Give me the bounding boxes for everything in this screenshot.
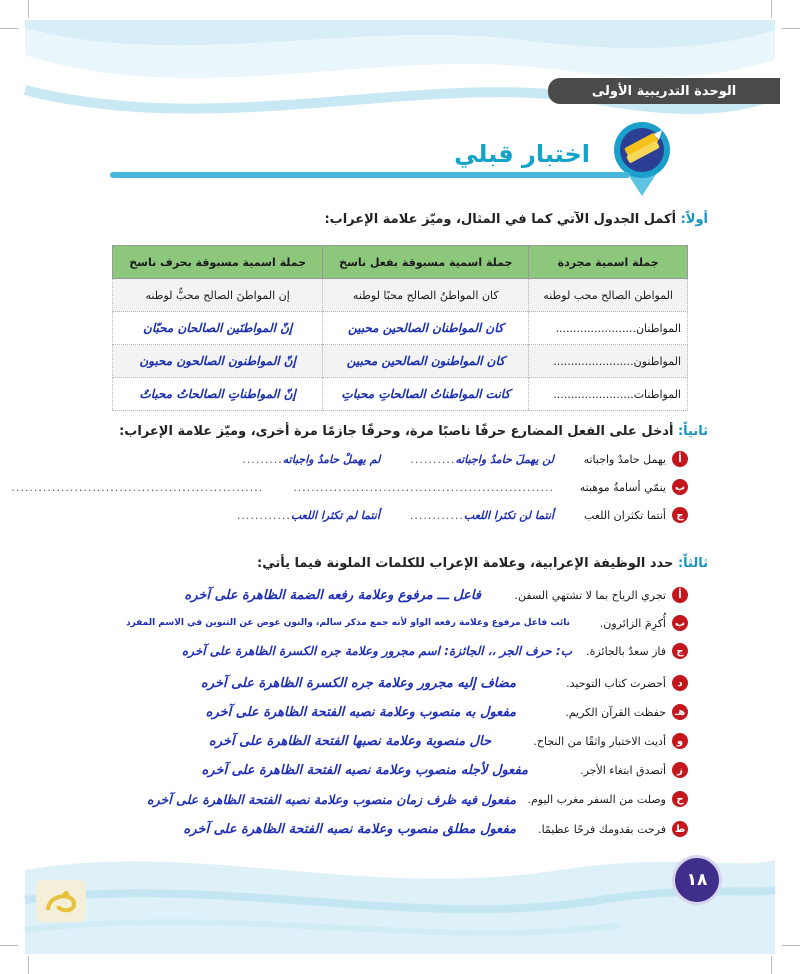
list-item	[126, 612, 688, 634]
item-bullet: ج	[672, 643, 688, 659]
section2-heading	[119, 424, 708, 439]
nasb-answer: لن يهملَ حامدٌ واجباته	[455, 452, 554, 466]
item-sentence: حفظت القرآن الكريم.	[565, 705, 666, 719]
list-item	[201, 672, 688, 694]
item-answer: فاعل ـــ مرفوع وعلامة رفعه الضمة الظاهرة على آخره	[184, 587, 481, 603]
answer-cell: كان المواطنون الصالحين محبين	[323, 345, 529, 378]
item-bullet: ز	[672, 762, 688, 778]
column-header: جملة اسمية مسبوقة بفعل ناسخ	[323, 246, 529, 279]
item-sentence: أحضرت كتاب التوحيد.	[566, 676, 666, 690]
jazm-answer: أنتما لم تكثرا اللعب	[290, 508, 380, 522]
table-cell: المواطنات.......................	[529, 378, 688, 411]
answer-cell: إنّ المواطنون الصالحون محبون	[113, 345, 323, 378]
title-underline	[110, 172, 630, 178]
table-cell: المواطنون.......................	[529, 345, 688, 378]
item-answer: مفعول به منصوب وعلامة نصبه الفتحة الظاهرة على آخره	[205, 704, 516, 720]
list-item	[11, 476, 688, 498]
list-item	[209, 730, 688, 752]
list-item	[182, 640, 688, 662]
item-sentence: أتصدق ابتغاء الأجر.	[580, 763, 666, 777]
section2-label: ثانياً:	[677, 424, 708, 439]
section3-label: ثالثاً:	[677, 556, 708, 571]
item-bullet: ب	[672, 615, 688, 631]
dots: ..........................................................	[293, 480, 554, 494]
item-answer: مفعول فيه ظرف زمان منصوب وعلامة نصبه الفتحة الظاهرة على آخره	[147, 791, 516, 807]
crop-mark	[771, 956, 772, 974]
item-sentence: وصلت من السفر مغرب اليوم.	[527, 792, 666, 806]
pencil-icon	[602, 118, 682, 198]
section1-heading	[324, 212, 708, 227]
item-prompt: يهمل حامدٌ واجباته	[583, 452, 666, 466]
table-row	[113, 279, 688, 312]
page-title: اختبار قبلي	[454, 140, 590, 168]
dots: ..........	[410, 452, 456, 466]
item-bullet: هـ	[672, 704, 688, 720]
table-cell: المواطن الصالح محب لوطنه	[529, 279, 688, 312]
list-item	[237, 504, 688, 526]
page-number: ١٨	[672, 855, 722, 905]
section3-text: حدد الوظيفة الإعرابية، وعلامة الإعراب للكلمات الملونة فيما يأتي:	[257, 556, 674, 571]
list-item	[183, 818, 688, 840]
list-item	[147, 788, 688, 810]
table-cell: كان المواطنُ الصالح محبًا لوطنه	[323, 279, 529, 312]
item-prompt: ينمّي أسامةُ موهبته	[579, 480, 666, 494]
item-sentence: أُكرِمَ الزائرون.	[599, 616, 666, 630]
item-answer: مفعول لأجله منصوب وعلامة نصبه الفتحة الظاهرة على آخره	[201, 762, 528, 778]
crop-mark	[782, 945, 800, 946]
list-item	[206, 701, 688, 723]
unit-tab	[548, 78, 780, 104]
item-answer: مفعول مطلق منصوب وعلامة نصبه الفتحة الظاهرة على آخره	[183, 821, 516, 837]
dots: .........	[242, 452, 283, 466]
nasb-answer: أنتما لن تكثرا اللعب	[463, 508, 554, 522]
section1-label: أولاً:	[680, 212, 708, 227]
answer-cell: كانت المواطناتُ الصالحاتِ محباتِ	[323, 378, 529, 411]
item-bullet: و	[672, 733, 688, 749]
item-sentence: أديت الاختبار واثقًا من النجاح.	[533, 734, 666, 748]
dots: ............	[409, 508, 464, 522]
crop-mark	[28, 0, 29, 18]
item-bullet: ج	[672, 507, 688, 523]
item-sentence: فاز سعدٌ بالجائزة.	[586, 644, 666, 658]
item-answer: مضاف إليه مجرور وعلامة جره الكسرة الظاهرة على آخره	[200, 675, 516, 691]
item-bullet: أ	[672, 451, 688, 467]
jazm-answer: لم يهملْ حامدٌ واجباته	[282, 452, 381, 466]
table-row	[113, 312, 688, 345]
sentences-table	[112, 245, 688, 411]
dots: ........................................................	[11, 480, 264, 494]
item-sentence: تجري الرياح بما لا تشتهي السفن.	[514, 588, 666, 602]
section1-text: أكمل الجدول الآتي كما في المثال، وميّز علامة الإعراب:	[324, 212, 677, 227]
item-answer: نائب فاعل مرفوع وعلامة رفعه الواو لأنه جمع مذكر سالم، والنون عوض عن التنوين في الاسم المفرد	[125, 618, 570, 628]
list-item	[201, 759, 688, 781]
item-bullet: د	[672, 675, 688, 691]
crop-mark	[0, 945, 18, 946]
item-prompt: أنتما تكثران اللعب	[584, 508, 666, 522]
list-item	[242, 448, 688, 470]
section3-heading	[257, 556, 708, 571]
publisher-logo-icon	[36, 880, 86, 922]
crop-mark	[0, 28, 18, 29]
column-header: جملة اسمية مسبوقة بحرف ناسخ	[113, 246, 323, 279]
answer-cell: كان المواطنان الصالحين محبين	[323, 312, 529, 345]
column-header: جملة اسمية مجردة	[529, 246, 688, 279]
crop-mark	[771, 0, 772, 18]
item-bullet: ح	[672, 791, 688, 807]
unit-label: الوحدة التدريبية الأولى	[591, 83, 737, 99]
item-answer: ب: حرف الجر ،، الجائزة: اسم مجرور وعلامة جره الكسرة الظاهرة على آخره	[181, 644, 572, 658]
list-item	[184, 584, 688, 606]
crop-mark	[28, 956, 29, 974]
answer-cell: إنّ المواطناتِ الصالحاتُ محباتٌ	[113, 378, 323, 411]
item-bullet: ب	[672, 479, 688, 495]
item-answer: حال منصوبة وعلامة نصبها الفتحة الظاهرة على آخره	[208, 733, 491, 749]
table-row	[113, 378, 688, 411]
answer-cell: إنّ المواطنَين الصالحان محبّان	[113, 312, 323, 345]
table-cell: المواطنان.......................	[529, 312, 688, 345]
dots: ............	[236, 508, 291, 522]
item-bullet: أ	[672, 587, 688, 603]
section2-text: أدخل على الفعل المضارع حرفًا ناصبًا مرة، وحرفًا جازمًا مرة أخرى، وميّز علامة الإعراب:	[119, 424, 674, 439]
item-sentence: فرحت بقدومك فرحًا عظيمًا.	[538, 822, 666, 836]
table-row	[113, 345, 688, 378]
crop-mark	[782, 28, 800, 29]
table-header-row	[113, 246, 688, 279]
table-cell: إن المواطنَ الصالح محبٌّ لوطنه	[113, 279, 323, 312]
item-bullet: ط	[672, 821, 688, 837]
